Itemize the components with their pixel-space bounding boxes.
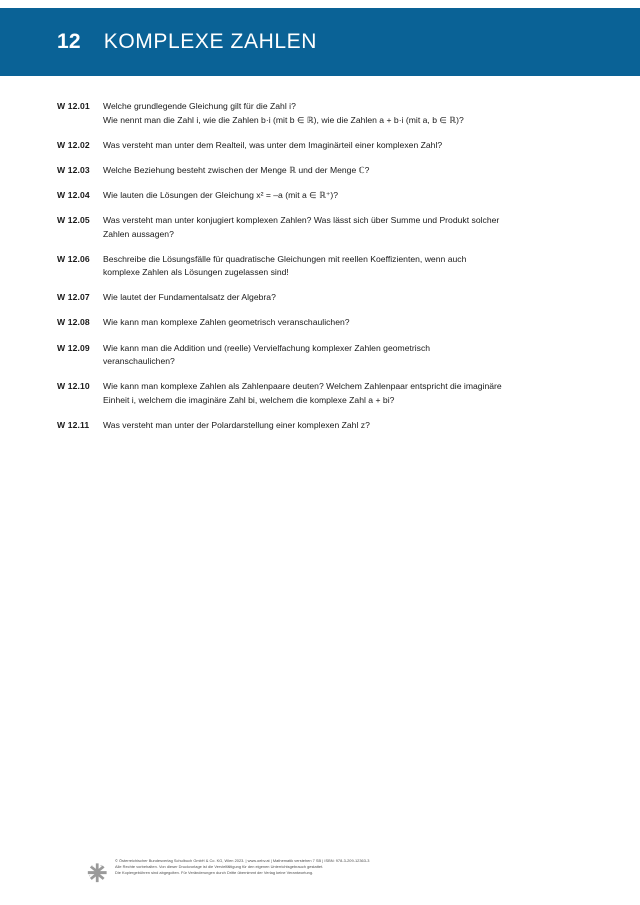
question-code: W 12.02 <box>57 139 90 150</box>
oebv-publisher-logo-icon <box>86 862 108 884</box>
question-text <box>103 419 595 433</box>
footer-line: Alle Rechte vorbehalten. Von dieser Druckvorlage ist die Vervielfältigung für den eigenen Unterrichtsgebrauch gestattet. <box>115 864 324 870</box>
question-text-line: komplexe Zahlen als Lösungen zugelassen sind! <box>103 267 289 278</box>
question-text <box>103 380 595 407</box>
question-code: W 12.01 <box>57 101 90 111</box>
question-row <box>0 419 640 433</box>
question-text-line: Wie lauten die Lösungen der Gleichung x² = –a (mit a ∈ ℝ⁺)? <box>103 189 339 200</box>
question-row <box>0 253 640 280</box>
question-text <box>103 342 595 369</box>
question-text-line: Wie kann man komplexe Zahlen als Zahlenpaare deuten? Welchem Zahlenpaar entspricht die imaginäre <box>103 381 502 392</box>
footer-copyright-text <box>115 858 640 877</box>
question-text-line: Wie lautet der Fundamentalsatz der Algebra? <box>103 292 276 303</box>
chapter-number: 12 <box>57 30 81 53</box>
question-text <box>103 316 595 330</box>
footer-line: © Österreichischer Bundesverlag Schulbuch GmbH & Co. KG, Wien 2023. | www.oebv.at | Mathematik verstehen 7 SB | ISBN: 978-3-209-12363-3 <box>115 858 370 863</box>
question-text <box>103 164 595 178</box>
question-row <box>0 316 640 330</box>
question-code: W 12.10 <box>57 381 90 392</box>
question-text-line: Welche Beziehung besteht zwischen der Menge ℝ und der Menge ℂ? <box>103 164 370 175</box>
question-code: W 12.07 <box>57 292 90 303</box>
question-text-line: veranschaulichen? <box>103 356 175 367</box>
question-text <box>103 189 595 203</box>
question-text-line: Beschreibe die Lösungsfälle für quadratische Gleichungen mit reellen Koeffizienten, wenn auch <box>103 253 467 264</box>
question-row <box>0 380 640 407</box>
question-code: W 12.08 <box>57 317 90 328</box>
question-text-line: Zahlen aussagen? <box>103 228 174 239</box>
question-row <box>0 189 640 203</box>
question-code: W 12.11 <box>57 419 90 430</box>
question-text-line: Was versteht man unter der Polardarstellung einer komplexen Zahl z? <box>103 419 370 430</box>
question-text-line: Was versteht man unter dem Realteil, was unter dem Imaginärteil einer komplexen Zahl? <box>103 139 443 150</box>
question-code: W 12.05 <box>57 214 90 225</box>
question-text-line: Wie kann man die Addition und (reelle) Vervielfachung komplexer Zahlen geometrisch <box>103 342 431 353</box>
chapter-header-band <box>0 8 640 76</box>
question-code: W 12.09 <box>57 342 90 353</box>
question-text <box>103 291 595 305</box>
question-list <box>0 100 640 444</box>
question-code: W 12.04 <box>57 189 90 200</box>
question-row <box>0 214 640 241</box>
question-row <box>0 342 640 369</box>
question-row <box>0 291 640 305</box>
footer-line: Die Kopiergebühren sind abgegolten. Für Veränderungen durch Dritte übernimmt der Verlag keine Verantwortung. <box>115 870 314 876</box>
question-row <box>0 164 640 178</box>
question-text <box>103 253 595 280</box>
question-text-line: Wie nennt man die Zahl i, wie die Zahlen b·i (mit b ∈ ℝ), wie die Zahlen a + b·i (mit a, b ∈ ℝ)? <box>103 114 464 125</box>
question-text <box>103 100 595 127</box>
page-footer <box>0 858 640 884</box>
question-text <box>103 214 595 241</box>
question-text-line: Was versteht man unter konjugiert komplexen Zahlen? Was lässt sich über Summe und Produkt solcher <box>103 214 500 225</box>
question-text <box>103 139 595 153</box>
question-text-line: Einheit i, welchem die imaginäre Zahl bi, welchem die komplexe Zahl a + bi? <box>103 394 395 405</box>
question-row <box>0 139 640 153</box>
question-code: W 12.06 <box>57 253 90 264</box>
question-text-line: Welche grundlegende Gleichung gilt für die Zahl i? <box>103 101 296 111</box>
chapter-title: KOMPLEXE ZAHLEN <box>103 30 317 53</box>
question-code: W 12.03 <box>57 164 90 175</box>
chapter-header-inner <box>0 30 317 54</box>
question-text-line: Wie kann man komplexe Zahlen geometrisch veranschaulichen? <box>103 317 350 328</box>
question-row <box>0 100 640 127</box>
